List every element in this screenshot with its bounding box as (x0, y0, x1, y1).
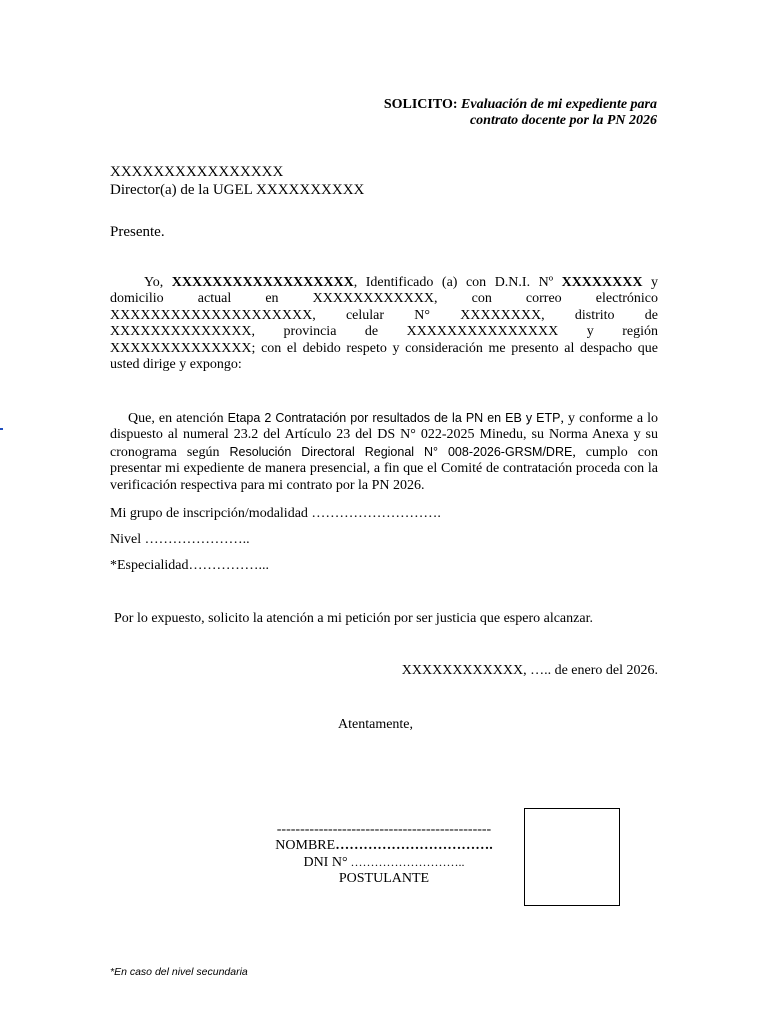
field-especialidad: *Especialidad……………... (110, 558, 270, 573)
signature-line: ---------------------------------------------- (276, 822, 492, 837)
applicant-dni: XXXXXXXX (561, 275, 643, 290)
signature-role: POSTULANTE (338, 871, 430, 886)
closing-statement: Por lo expuesto, solicito la atención a mi petición por ser justicia que espero alcanzar. (114, 611, 593, 626)
footnote: *En caso del nivel secundaria (110, 966, 248, 978)
date-line: XXXXXXXXXXXX, ….. de enero del 2026. (401, 663, 658, 678)
solicito-subject-line1: Evaluación de mi expediente para (461, 97, 657, 112)
signature-dni: DNI N° ……………………….. (303, 855, 465, 870)
greeting: Presente. (110, 224, 165, 240)
solicito-label: SOLICITO: (383, 97, 458, 112)
recipient-title: Director(a) de la UGEL XXXXXXXXXX (110, 182, 365, 198)
recipient-name: XXXXXXXXXXXXXXXX (110, 164, 284, 180)
photo-box (524, 808, 620, 906)
recipient-block (110, 163, 364, 199)
paragraph-identification: Yo, XXXXXXXXXXXXXXXXXX, Identificado (a) con D.N.I. Nº XXXXXXXX y domicilio actual en XXXXXXXXXXXX, con correo electrónico XXXXXXXXXXXXXXXXXXXX, celular N° XXXXXXXX, distrito de XXXXXXXXXXXXXX, provincia de XXXXXXXXXXXXXXX y región XXXXXXXXXXXXXX; con el debido respeto y consideración me presento al despacho que usted dirige y expongo: (110, 275, 658, 373)
solicito-subject-line2: contrato docente por la PN 2026 (469, 113, 657, 128)
paragraph-exposition: Que, en atención Etapa 2 Contratación por resultados de la PN en EB y ETP, y conforme a lo dispuesto al numeral 23.2 del Artículo 23 del DS N° 022-2025 Minedu, su Norma Anexa y su cronograma según Resolución Directoral Regional N° 008-2026-GRSM/DRE, cumplo con presentar mi expediente de manera presencial, a fin que el Comité de contratación proceda con la verificación respectiva para mi contrato por la PN 2026. (110, 411, 658, 493)
resolucion-reference: Resolución Directoral Regional N° 008-2026-GRSM/DRE (229, 444, 573, 459)
etapa-reference: Etapa 2 Contratación por resultados de la PN en EB y ETP (227, 411, 561, 425)
solicito-header (237, 97, 657, 129)
margin-marker (0, 428, 3, 430)
signature-nombre: NOMBRE……………………………. (275, 838, 493, 853)
signature-block (270, 822, 498, 887)
applicant-name: XXXXXXXXXXXXXXXXXX (171, 275, 354, 290)
field-grupo: Mi grupo de inscripción/modalidad ………………………. (110, 506, 441, 521)
sign-off: Atentamente, (338, 717, 414, 732)
field-nivel: Nivel ………………….. (110, 532, 250, 547)
